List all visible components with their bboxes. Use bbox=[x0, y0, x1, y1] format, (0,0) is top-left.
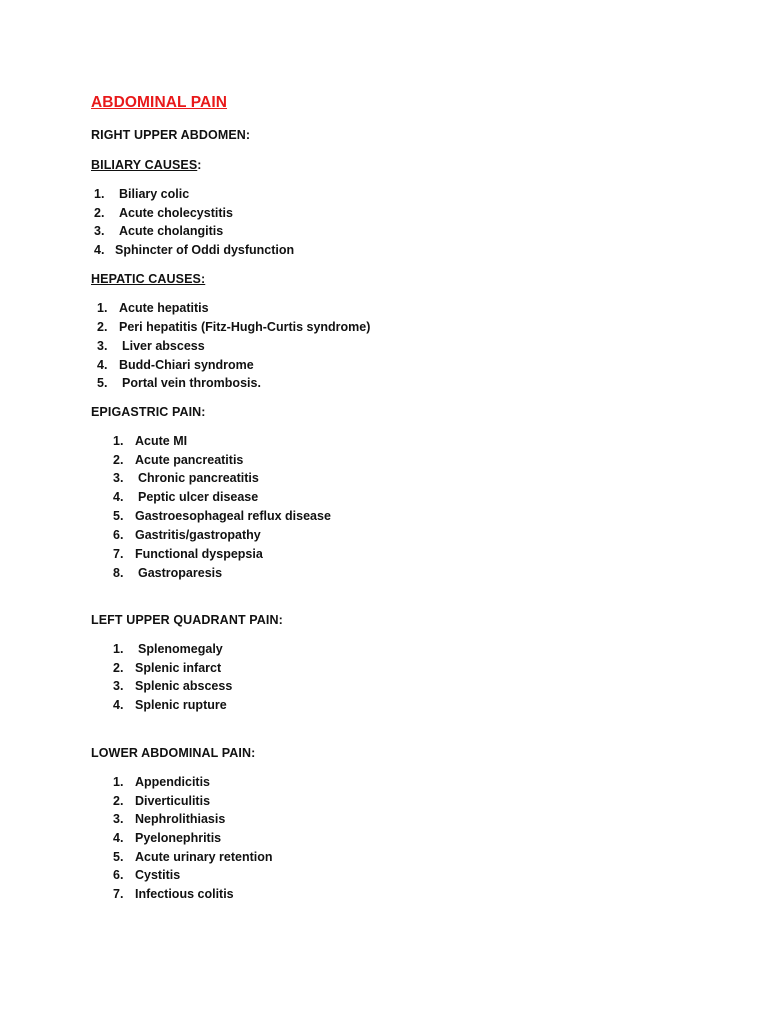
list-item: 1. Acute hepatitis bbox=[97, 301, 209, 315]
list-item: 7. Functional dyspepsia bbox=[113, 547, 263, 561]
list-item: 1. Biliary colic bbox=[94, 187, 190, 201]
list-item: 2. Peri hepatitis (Fitz-Hugh-Curtis syndrome) bbox=[97, 320, 371, 334]
list-item: 2. Splenic infarct bbox=[113, 661, 222, 675]
list-item: 5. Portal vein thrombosis. bbox=[97, 376, 261, 390]
subsection-heading-biliary-causes bbox=[91, 158, 202, 172]
list-item: 7. Infectious colitis bbox=[113, 887, 234, 901]
section-heading-right-upper-abdomen: RIGHT UPPER ABDOMEN: bbox=[91, 128, 251, 142]
section-heading-lower-abdominal-pain: LOWER ABDOMINAL PAIN: bbox=[91, 746, 256, 760]
list-item: 4. Pyelonephritis bbox=[113, 831, 222, 845]
list-item: 3. Splenic abscess bbox=[113, 679, 233, 693]
list-item: 4. Splenic rupture bbox=[113, 698, 227, 712]
list-item: 4. Budd-Chiari syndrome bbox=[97, 358, 254, 372]
list-item: 3. Acute cholangitis bbox=[94, 224, 224, 238]
list-item: 3. Liver abscess bbox=[97, 339, 205, 353]
list-item: 1. Appendicitis bbox=[113, 775, 211, 789]
list-item: 2. Acute cholecystitis bbox=[94, 206, 233, 220]
list-item: 3. Chronic pancreatitis bbox=[113, 471, 259, 485]
list-item: 4. Sphincter of Oddi dysfunction bbox=[94, 243, 295, 257]
list-item: 4. Peptic ulcer disease bbox=[113, 490, 259, 504]
biliary-heading-colon: : bbox=[197, 158, 202, 172]
page-title: ABDOMINAL PAIN bbox=[91, 94, 228, 111]
list-item: 3. Nephrolithiasis bbox=[113, 812, 226, 826]
list-item: 8. Gastroparesis bbox=[113, 566, 223, 580]
section-heading-left-upper-quadrant-pain: LEFT UPPER QUADRANT PAIN: bbox=[91, 613, 283, 627]
subsection-heading-hepatic-causes: HEPATIC CAUSES: bbox=[91, 272, 206, 286]
section-heading-epigastric-pain: EPIGASTRIC PAIN: bbox=[91, 405, 206, 419]
biliary-heading-text: BILIARY CAUSES bbox=[91, 158, 198, 172]
list-item: 6. Gastritis/gastropathy bbox=[113, 528, 261, 542]
list-item: 1. Splenomegaly bbox=[113, 642, 223, 656]
list-item: 2. Diverticulitis bbox=[113, 794, 211, 808]
list-item: 5. Acute urinary retention bbox=[113, 850, 273, 864]
list-item: 5. Gastroesophageal reflux disease bbox=[113, 509, 331, 523]
list-item: 6. Cystitis bbox=[113, 868, 181, 882]
list-item: 1. Acute MI bbox=[113, 434, 188, 448]
list-item: 2. Acute pancreatitis bbox=[113, 453, 244, 467]
